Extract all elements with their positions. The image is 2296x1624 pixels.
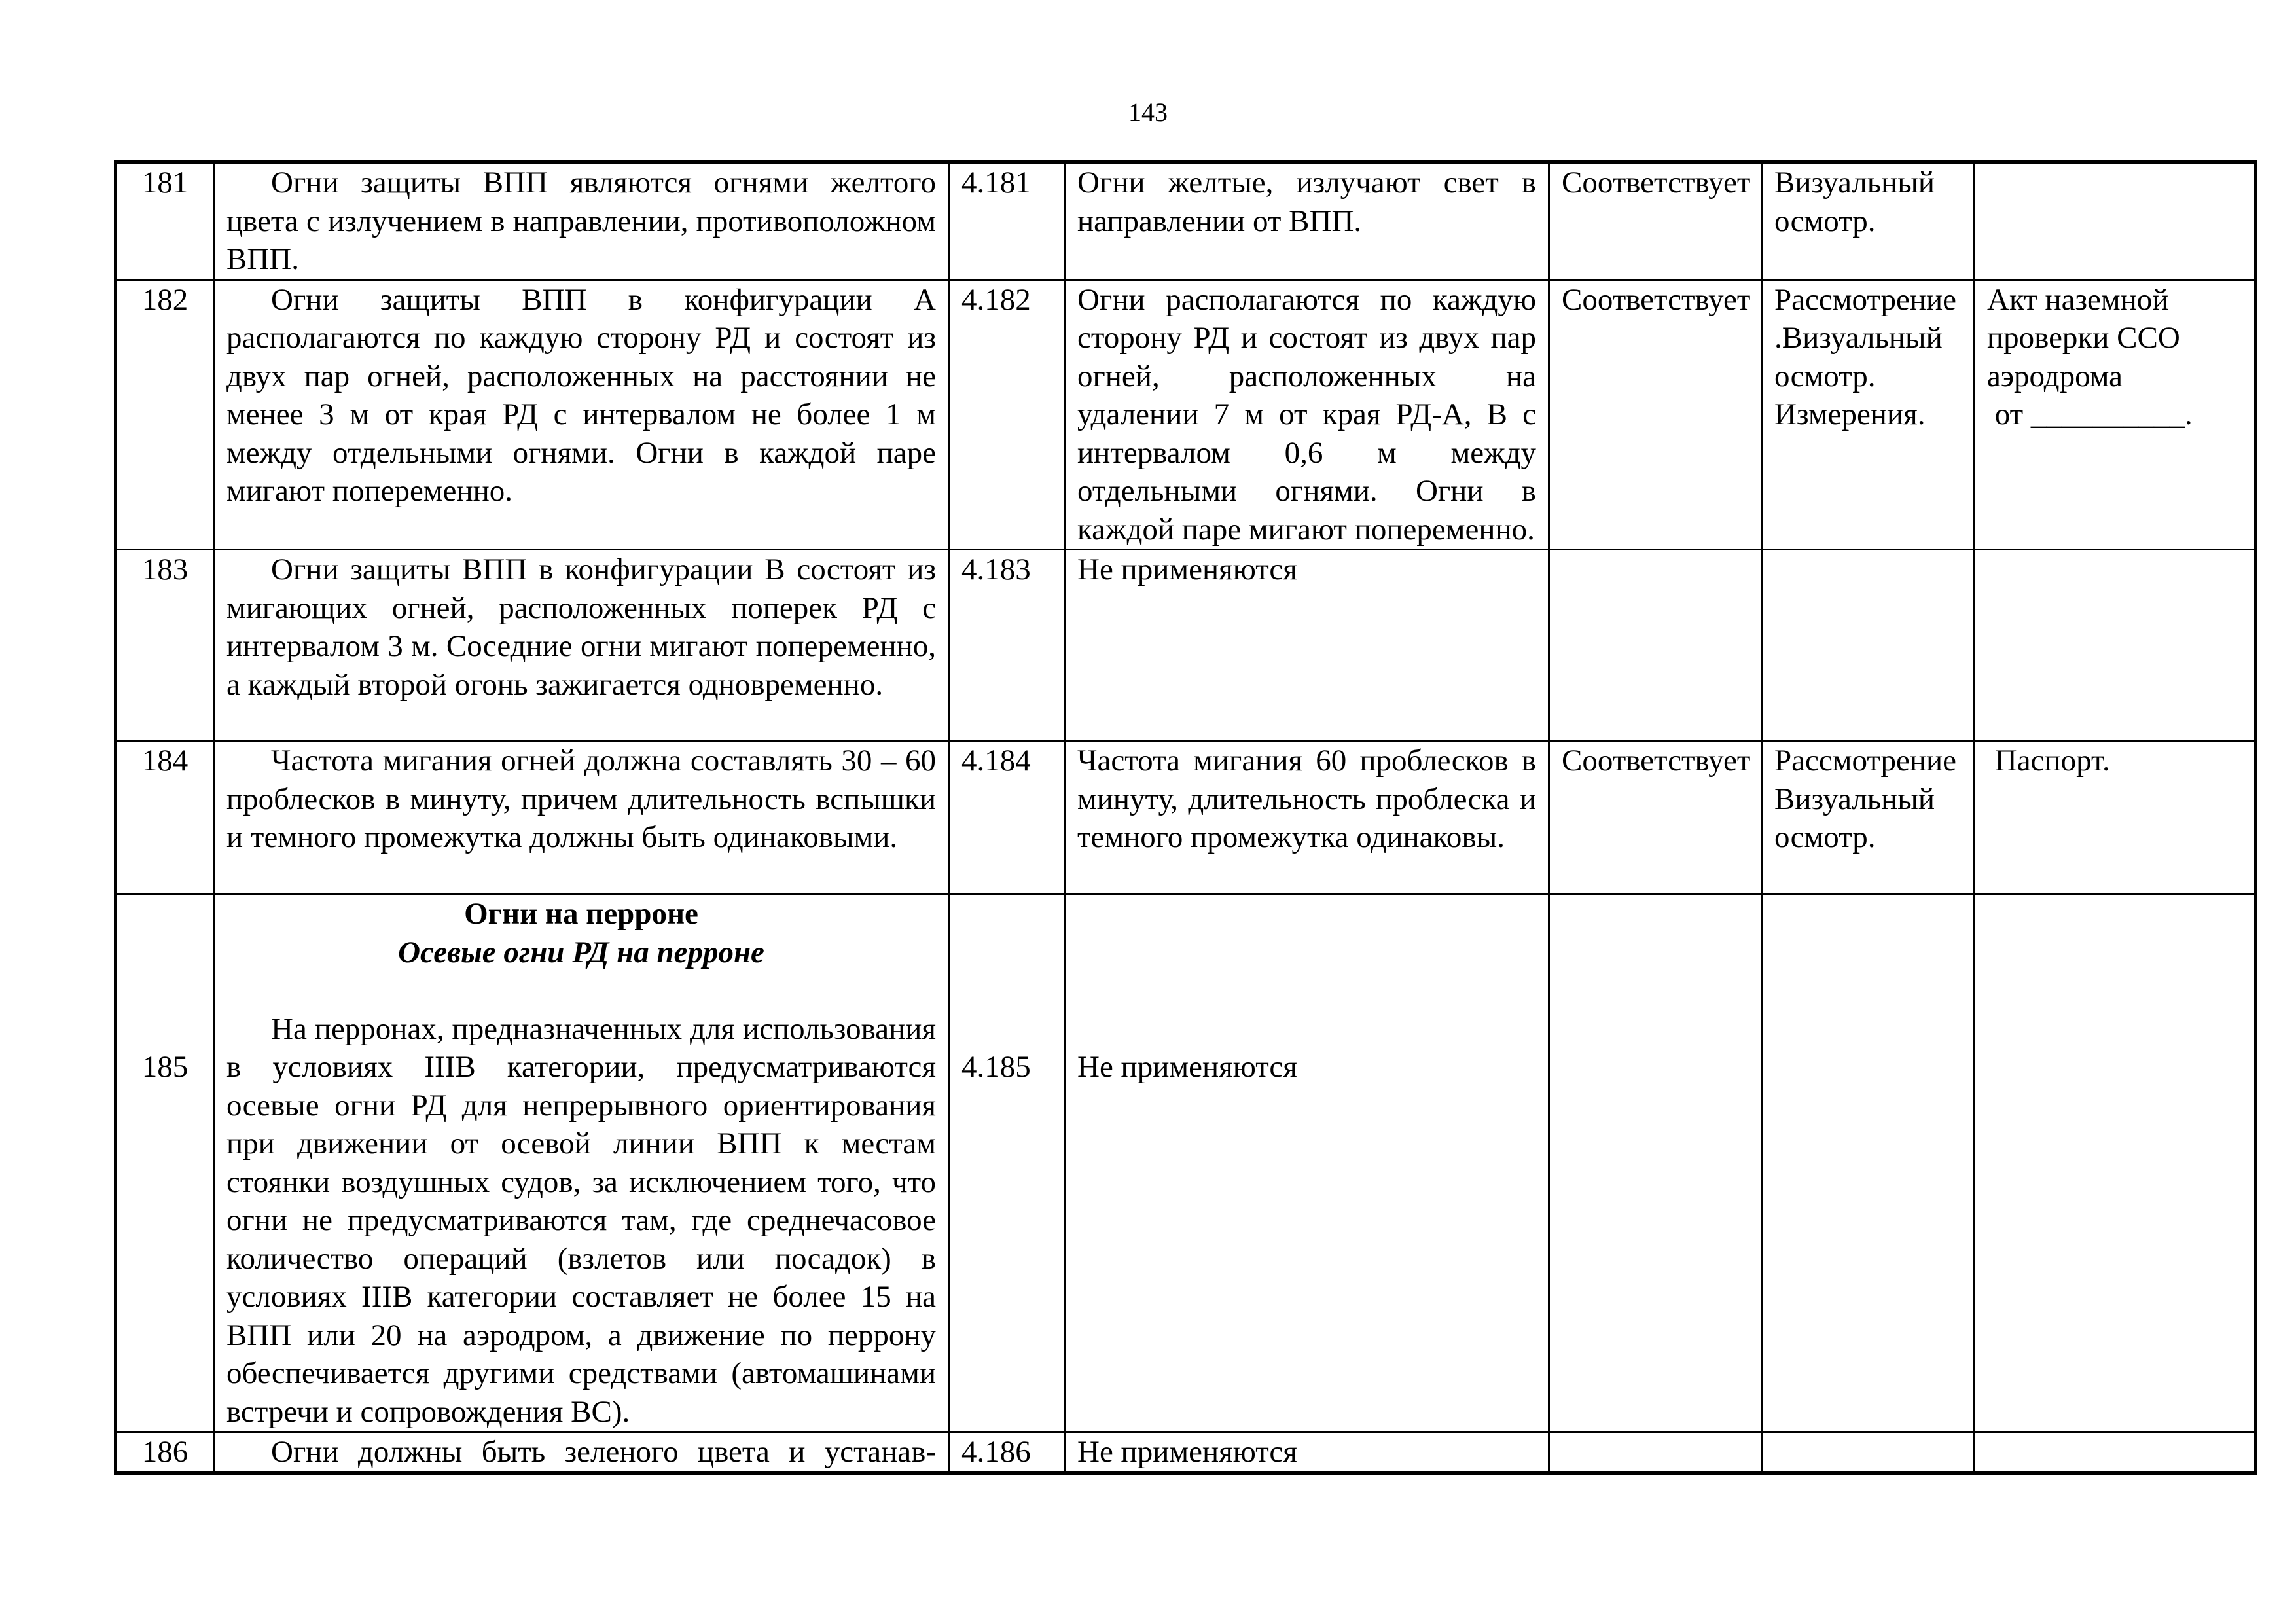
reference-cell xyxy=(949,894,1065,1432)
method-cell xyxy=(1762,894,1975,1432)
document-cell xyxy=(1975,550,2256,741)
requirement-cell xyxy=(214,894,949,1432)
result-cell: Не применяются xyxy=(1065,1432,1549,1473)
document-cell xyxy=(1975,1432,2256,1473)
table-row xyxy=(116,741,2256,894)
row-number-cell xyxy=(116,894,214,1432)
method-line: осмотр. xyxy=(1774,359,1876,393)
row-number: 182 xyxy=(116,280,214,550)
section-title: Огни на перроне xyxy=(464,897,698,931)
document-line: аэродрома xyxy=(1987,359,2123,393)
reference-text: 4.185 xyxy=(961,1050,1031,1084)
result-cell xyxy=(1065,894,1549,1432)
method-cell xyxy=(1762,280,1975,550)
table-row xyxy=(116,162,2256,280)
document-line: от __________. xyxy=(1987,397,2193,431)
requirement-cell xyxy=(214,280,949,550)
result-cell: Не применяются xyxy=(1065,550,1549,741)
document-cell xyxy=(1975,894,2256,1432)
table-row xyxy=(116,550,2256,741)
reference-cell: 4.181 xyxy=(949,162,1065,280)
page-number: 143 xyxy=(1128,98,1168,127)
row-number: 184 xyxy=(116,741,214,894)
method-line: Рассмотрение xyxy=(1774,744,1956,778)
method-line: Визуальный xyxy=(1774,166,1935,200)
status-cell xyxy=(1549,1432,1762,1473)
requirement-cell xyxy=(214,550,949,741)
status-cell xyxy=(1549,894,1762,1432)
requirement-text: Огни защиты ВПП являются огнями желтого цвета с излучением в направлении, противоположном ВПП. xyxy=(226,166,936,276)
reference-cell: 4.186 xyxy=(949,1432,1065,1473)
document-line: Акт наземной xyxy=(1987,282,2169,317)
method-line: осмотр. xyxy=(1774,820,1876,854)
reference-cell: 4.183 xyxy=(949,550,1065,741)
requirement-text: Огни должны быть зеленого цвета и устанав- xyxy=(271,1435,936,1469)
reference-cell: 4.184 xyxy=(949,741,1065,894)
document-cell xyxy=(1975,280,2256,550)
status-cell: Соответствует xyxy=(1549,741,1762,894)
table-row xyxy=(116,1432,2256,1473)
requirement-text: Огни защиты ВПП в конфигурации В состоят из мигающих огней, расположенных поперек РД с интервалом 3 м. Соседние огни мигают попеременно, а каждый второй огонь зажигается одновременно. xyxy=(226,552,936,702)
status-cell xyxy=(1549,550,1762,741)
status-cell: Соответствует xyxy=(1549,162,1762,280)
result-cell: Огни располагаются по каждую сторону РД и состоят из двух пар огней, расположенных на удалении 7 м от края РД-А, В с интервалом 0,6 м между отдельными огнями. Огни в каждой паре мигают попеременно. xyxy=(1065,280,1549,550)
document-line: Паспорт. xyxy=(1987,744,2110,778)
method-line: осмотр. xyxy=(1774,204,1876,238)
document-line: проверки ССО xyxy=(1987,321,2180,355)
requirement-text: Огни защиты ВПП в конфигурации А располагаются по каждую сторону РД и состоят из двух пар огней, расположенных на расстоянии не менее 3 м от края РД с интервалом не более 1 м между отдельными огнями. Огни в каждой паре мигают попеременно. xyxy=(226,282,936,508)
method-line: Измерения. xyxy=(1774,397,1926,431)
document-cell xyxy=(1975,741,2256,894)
method-line: Рассмотрение xyxy=(1774,282,1956,317)
requirement-cell xyxy=(214,1432,949,1473)
method-cell xyxy=(1762,741,1975,894)
requirement-cell xyxy=(214,741,949,894)
method-line: .Визуальный xyxy=(1774,321,1943,355)
row-number: 183 xyxy=(116,550,214,741)
method-cell xyxy=(1762,1432,1975,1473)
row-number: 185 xyxy=(141,1050,188,1084)
inspection-table xyxy=(114,160,2257,1475)
section-subtitle: Осевые огни РД на перроне xyxy=(398,935,764,969)
requirement-text: Частота мигания огней должна составлять 30 – 60 проблесков в минуту, причем длительность вспышки и темного промежутка должны быть одинаковыми. xyxy=(226,744,936,854)
document-cell xyxy=(1975,162,2256,280)
table-row xyxy=(116,280,2256,550)
status-cell: Соответствует xyxy=(1549,280,1762,550)
result-cell: Частота мигания 60 проблесков в минуту, длительность проблеска и темного промежутка одинаковы. xyxy=(1065,741,1549,894)
result-text: Не применяются xyxy=(1077,1050,1297,1084)
method-cell xyxy=(1762,550,1975,741)
row-number: 186 xyxy=(116,1432,214,1473)
result-cell: Огни желтые, излучают свет в направлении от ВПП. xyxy=(1065,162,1549,280)
requirement-cell xyxy=(214,162,949,280)
table-row xyxy=(116,894,2256,1432)
row-number: 181 xyxy=(116,162,214,280)
method-cell xyxy=(1762,162,1975,280)
requirement-text: На перронах, предназначенных для использования в условиях IIIВ категории, предусматриваются осевые огни РД для непрерывного ориентирования при движении от осевой линии ВПП к местам стоянки воздушных судов, за исключением того, что огни не предусматриваются там, где среднечасовое количество операций (взлетов или посадок) в условиях IIIВ категории составляет не более 15 на ВПП или 20 на аэродром, а движение по перрону обеспечивается другими средствами (автомашинами встречи и сопровождения ВС). xyxy=(226,1011,936,1429)
reference-cell: 4.182 xyxy=(949,280,1065,550)
method-line: Визуальный xyxy=(1774,782,1935,816)
